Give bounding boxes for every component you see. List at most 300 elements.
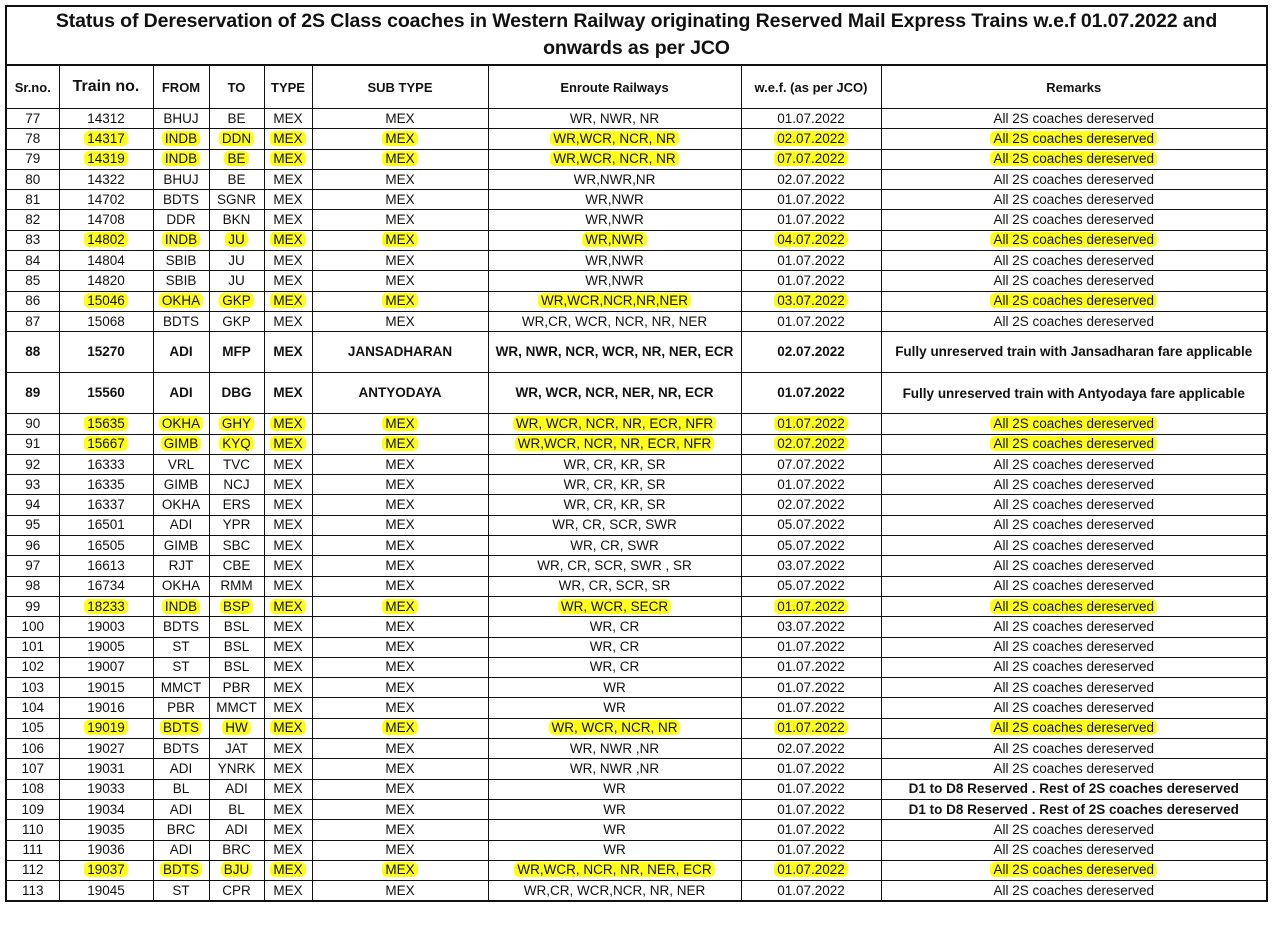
cell-wef-date [741,332,881,373]
cell-sub-type [312,759,488,779]
cell-to-text: BRC [222,842,251,858]
cell-wef-date [741,556,881,576]
cell-enroute-railways [488,414,741,434]
cell-wef-date [741,109,881,129]
cell-from-text: MMCT [160,679,202,695]
cell-train-no-text: 16337 [87,497,125,513]
cell-from-text: ST [172,639,190,655]
cell-wef-date [741,454,881,474]
table-row [7,291,1266,311]
cell-enroute-railways-text: WR, NWR ,NR [569,760,660,776]
cell-wef-date [741,414,881,434]
cell-to-text: MMCT [216,700,257,716]
cell-sr-no [7,149,59,169]
cell-sr-no-text: 98 [25,578,41,594]
cell-train-no-text: 19007 [87,659,125,675]
cell-remarks [881,779,1266,799]
cell-sr-no-text: 89 [25,385,41,401]
cell-type [264,291,312,311]
cell-sr-no-text: 100 [21,618,45,634]
header-wef: w.e.f. (as per JCO) [741,66,881,109]
cell-enroute-railways-text: WR,WCR, NCR, NR, NER, ECR [514,862,714,877]
cell-from-text: INDB [162,599,200,614]
cell-to [209,434,264,454]
cell-type [264,311,312,331]
cell-to [209,210,264,230]
cell-to-text: ADI [225,781,248,797]
cell-wef-date [741,536,881,556]
cell-train-no [59,698,153,718]
table-row [7,373,1266,414]
cell-wef-date [741,698,881,718]
cell-to [209,169,264,189]
cell-remarks [881,556,1266,576]
table-row [7,311,1266,331]
cell-to-text: RMM [220,578,253,594]
cell-to [209,657,264,677]
cell-train-no-text: 18233 [84,599,128,614]
cell-sub-type-text: MEX [382,862,417,877]
cell-train-no [59,251,153,271]
cell-train-no-text: 14319 [84,151,128,166]
cell-train-no-text: 14804 [87,252,125,268]
header-enroute-railways: Enroute Railways [488,66,741,109]
cell-train-no [59,860,153,880]
cell-type [264,739,312,759]
cell-wef-date [741,576,881,596]
cell-sub-type-text: MEX [385,557,415,573]
cell-wef-date [741,129,881,149]
cell-train-no-text: 19005 [87,639,125,655]
cell-remarks [881,536,1266,556]
cell-wef-date-text: 04.07.2022 [774,232,848,247]
cell-to [209,799,264,819]
dereservation-table [7,66,1266,900]
cell-from [153,536,209,556]
cell-sr-no-text: 101 [21,639,45,655]
cell-from-text: ST [172,882,190,898]
cell-remarks-text: All 2S coaches dereserved [993,273,1155,289]
cell-enroute-railways-text: WR, CR, SCR, SR [558,578,671,594]
cell-type [264,637,312,657]
cell-train-no [59,718,153,738]
cell-sub-type [312,556,488,576]
cell-train-no-text: 14317 [84,131,128,146]
cell-sr-no-text: 87 [25,313,41,329]
cell-enroute-railways [488,311,741,331]
cell-from [153,698,209,718]
cell-train-no [59,475,153,495]
cell-enroute-railways [488,454,741,474]
cell-wef-date [741,881,881,901]
cell-type-text: MEX [273,679,303,695]
cell-remarks [881,718,1266,738]
cell-train-no-text: 19035 [87,821,125,837]
table-row [7,515,1266,535]
cell-from [153,515,209,535]
cell-type [264,617,312,637]
cell-from [153,739,209,759]
cell-sub-type-text: ANTYODAYA [358,385,442,401]
cell-train-no-text: 19037 [84,862,128,877]
cell-remarks [881,515,1266,535]
cell-type-text: MEX [270,416,305,431]
cell-sub-type-text: MEX [385,821,415,837]
cell-from [153,454,209,474]
table-body [7,109,1266,901]
cell-train-no [59,739,153,759]
cell-sub-type [312,840,488,860]
cell-train-no [59,515,153,535]
table-row [7,860,1266,880]
cell-wef-date [741,271,881,291]
cell-wef-date-text: 01.07.2022 [777,252,845,268]
cell-type-text: MEX [270,862,305,877]
cell-sr-no [7,515,59,535]
cell-remarks [881,373,1266,414]
cell-train-no-text: 16501 [87,517,125,533]
cell-type [264,271,312,291]
cell-remarks [881,251,1266,271]
table-row [7,230,1266,250]
cell-from-text: BHUJ [163,171,199,187]
cell-sr-no-text: 111 [22,842,44,858]
cell-enroute-railways-text: WR, CR, KR, SR [563,497,666,513]
cell-type [264,230,312,250]
cell-train-no-text: 15046 [84,293,128,308]
cell-from-text: BL [172,781,190,797]
table-row [7,536,1266,556]
cell-sub-type [312,129,488,149]
cell-train-no-text: 16333 [87,456,125,472]
cell-sr-no-text: 99 [25,598,41,614]
cell-sr-no-text: 81 [25,191,41,207]
cell-remarks [881,637,1266,657]
cell-wef-date [741,251,881,271]
cell-from [153,475,209,495]
cell-sub-type-text: MEX [385,801,415,817]
cell-enroute-railways-text: WR,NWR [585,212,644,228]
cell-sub-type [312,739,488,759]
cell-remarks [881,576,1266,596]
cell-from [153,373,209,414]
cell-to [209,332,264,373]
cell-sr-no [7,799,59,819]
cell-type-text: MEX [273,385,303,401]
cell-remarks [881,596,1266,616]
cell-from [153,271,209,291]
cell-from-text: OKHA [159,416,203,431]
cell-to-text: JU [228,273,245,289]
table-row [7,251,1266,271]
cell-to [209,515,264,535]
cell-remarks [881,475,1266,495]
cell-from-text: OKHA [161,497,201,513]
cell-train-no [59,576,153,596]
cell-wef-date [741,169,881,189]
cell-to [209,291,264,311]
cell-wef-date [741,515,881,535]
cell-from-text: ADI [169,344,193,360]
cell-to [209,718,264,738]
cell-sub-type-text: MEX [382,599,417,614]
cell-type-text: MEX [273,760,303,776]
cell-wef-date-text: 01.07.2022 [777,212,845,228]
cell-from [153,210,209,230]
table-row [7,210,1266,230]
cell-remarks-text: All 2S coaches dereserved [993,679,1155,695]
cell-train-no [59,678,153,698]
cell-train-no-text: 15270 [87,344,125,360]
cell-sub-type [312,149,488,169]
cell-from [153,678,209,698]
cell-remarks-text: All 2S coaches dereserved [993,537,1155,553]
cell-type-text: MEX [273,456,303,472]
cell-type-text: MEX [273,537,303,553]
cell-wef-date-text: 02.07.2022 [777,740,845,756]
cell-enroute-railways-text: WR [603,700,626,716]
cell-sr-no-text: 83 [25,232,41,248]
cell-remarks [881,311,1266,331]
cell-from [153,169,209,189]
cell-remarks-text: All 2S coaches dereserved [993,212,1155,228]
cell-type-text: MEX [270,131,305,146]
cell-sub-type-text: MEX [385,618,415,634]
cell-sr-no [7,556,59,576]
cell-wef-date [741,475,881,495]
cell-sub-type-text: MEX [385,171,415,187]
cell-sub-type-text: MEX [385,191,415,207]
cell-enroute-railways [488,373,741,414]
cell-wef-date-text: 01.07.2022 [777,476,845,492]
cell-sub-type [312,109,488,129]
cell-enroute-railways [488,230,741,250]
cell-wef-date [741,495,881,515]
cell-sr-no [7,475,59,495]
cell-wef-date [741,860,881,880]
cell-enroute-railways [488,617,741,637]
cell-wef-date [741,759,881,779]
cell-enroute-railways [488,251,741,271]
cell-sr-no-text: 92 [25,456,41,472]
cell-sr-no [7,698,59,718]
cell-to-text: BSL [223,639,250,655]
cell-sr-no [7,311,59,331]
cell-train-no [59,109,153,129]
cell-from-text: VRL [167,456,195,472]
cell-sub-type-text: MEX [385,781,415,797]
cell-type [264,373,312,414]
cell-sr-no [7,596,59,616]
cell-remarks-text: All 2S coaches dereserved [993,110,1155,126]
cell-type [264,475,312,495]
table-row [7,169,1266,189]
cell-sr-no [7,739,59,759]
cell-sr-no [7,840,59,860]
cell-remarks-text: All 2S coaches dereserved [993,882,1155,898]
table-row [7,820,1266,840]
title-line-2: onwards as per JCO [543,37,730,59]
table-row [7,332,1266,373]
cell-wef-date [741,739,881,759]
cell-type-text: MEX [270,232,305,247]
cell-remarks [881,759,1266,779]
table-row [7,596,1266,616]
cell-to-text: NCJ [223,476,250,492]
cell-remarks-text: All 2S coaches dereserved [993,639,1155,655]
cell-remarks [881,291,1266,311]
cell-sub-type [312,291,488,311]
cell-sub-type-text: MEX [385,273,415,289]
cell-sub-type-text: MEX [385,700,415,716]
cell-from-text: BDTS [162,740,199,756]
cell-enroute-railways [488,678,741,698]
cell-type [264,698,312,718]
cell-sr-no [7,190,59,210]
cell-wef-date [741,657,881,677]
cell-wef-date-text: 05.07.2022 [777,578,845,594]
cell-sr-no-text: 112 [21,862,44,878]
cell-train-no [59,190,153,210]
cell-train-no [59,536,153,556]
cell-sub-type-text: MEX [382,416,417,431]
cell-enroute-railways-text: WR,WCR,NCR,NR,NER [538,293,691,308]
cell-from-text: INDB [162,131,200,146]
cell-remarks-text: All 2S coaches dereserved [993,476,1155,492]
cell-from-text: OKHA [159,293,203,308]
cell-type-text: MEX [273,517,303,533]
cell-wef-date [741,820,881,840]
cell-to-text: YNRK [217,760,256,776]
cell-to [209,678,264,698]
cell-sr-no-text: 93 [25,476,41,492]
cell-from-text: ADI [169,517,193,533]
cell-enroute-railways [488,475,741,495]
cell-train-no [59,210,153,230]
cell-type [264,210,312,230]
cell-remarks-text: All 2S coaches dereserved [990,436,1157,451]
cell-from [153,311,209,331]
cell-to-text: DDN [219,131,254,146]
cell-sub-type [312,536,488,556]
cell-type-text: MEX [273,557,303,573]
cell-wef-date [741,190,881,210]
cell-sr-no [7,271,59,291]
cell-sub-type [312,881,488,901]
cell-sr-no-text: 82 [25,212,41,228]
cell-sub-type [312,678,488,698]
cell-wef-date [741,311,881,331]
table-row [7,759,1266,779]
cell-sub-type [312,475,488,495]
cell-sr-no [7,291,59,311]
cell-to-text: JU [228,252,245,268]
cell-enroute-railways-text: WR, WCR, SECR [558,599,671,614]
cell-sub-type [312,210,488,230]
cell-remarks-text: All 2S coaches dereserved [993,252,1155,268]
cell-to [209,637,264,657]
cell-from [153,495,209,515]
cell-remarks-text: All 2S coaches dereserved [993,517,1155,533]
cell-to-text: BL [228,801,245,817]
cell-sr-no [7,129,59,149]
cell-sub-type-text: JANSADHARAN [347,344,453,360]
cell-sr-no [7,779,59,799]
cell-train-no-text: 14708 [87,212,125,228]
cell-enroute-railways-text: WR,NWR,NR [573,171,656,187]
cell-to-text: GKP [219,293,254,308]
cell-enroute-railways-text: WR, CR [589,618,640,634]
cell-enroute-railways-text: WR,CR, WCR, NCR, NR, NER [521,313,708,329]
cell-to [209,149,264,169]
cell-to [209,759,264,779]
cell-sr-no-text: 94 [25,497,41,513]
cell-enroute-railways-text: WR, CR [589,639,640,655]
cell-from [153,840,209,860]
header-sr-no: Sr.no. [7,66,59,109]
cell-to-text: BKN [222,212,251,228]
cell-to [209,617,264,637]
cell-from-text: DDR [166,212,196,228]
cell-train-no [59,820,153,840]
cell-remarks-text: All 2S coaches dereserved [993,760,1155,776]
table-row [7,576,1266,596]
cell-to [209,556,264,576]
cell-type [264,881,312,901]
cell-remarks-text: D1 to D8 Reserved . Rest of 2S coaches dereserved [908,781,1239,797]
cell-type-text: MEX [273,882,303,898]
cell-from-text: RJT [168,557,194,573]
cell-remarks-text: All 2S coaches dereserved [993,313,1155,329]
table-row [7,617,1266,637]
cell-train-no [59,414,153,434]
cell-enroute-railways [488,210,741,230]
cell-type [264,779,312,799]
cell-to-text: JAT [225,740,248,756]
cell-train-no-text: 19045 [87,882,125,898]
cell-from [153,820,209,840]
cell-train-no-text: 19003 [87,618,125,634]
cell-enroute-railways [488,840,741,860]
cell-sr-no-text: 106 [21,740,45,756]
cell-to [209,129,264,149]
cell-sr-no-text: 105 [21,720,45,736]
cell-type [264,129,312,149]
cell-sub-type [312,515,488,535]
cell-remarks [881,332,1266,373]
cell-sr-no-text: 107 [21,760,45,776]
cell-train-no-text: 14802 [84,232,128,247]
cell-train-no-text: 16613 [87,557,125,573]
cell-to [209,739,264,759]
cell-sr-no [7,576,59,596]
cell-wef-date-text: 01.07.2022 [777,821,845,837]
cell-sr-no [7,759,59,779]
cell-enroute-railways [488,820,741,840]
cell-remarks-text: Fully unreserved train with Antyodaya fare applicable [902,385,1245,401]
cell-sr-no-text: 85 [25,273,41,289]
cell-wef-date [741,637,881,657]
cell-wef-date [741,779,881,799]
cell-to-text: GHY [219,416,254,431]
cell-sub-type [312,799,488,819]
cell-from [153,291,209,311]
cell-enroute-railways-text: WR, WCR, NCR, NER, NR, ECR [515,385,714,401]
cell-from [153,434,209,454]
table-row [7,718,1266,738]
cell-enroute-railways-text: WR, NWR, NCR, WCR, NR, NER, ECR [495,344,734,360]
cell-from [153,657,209,677]
